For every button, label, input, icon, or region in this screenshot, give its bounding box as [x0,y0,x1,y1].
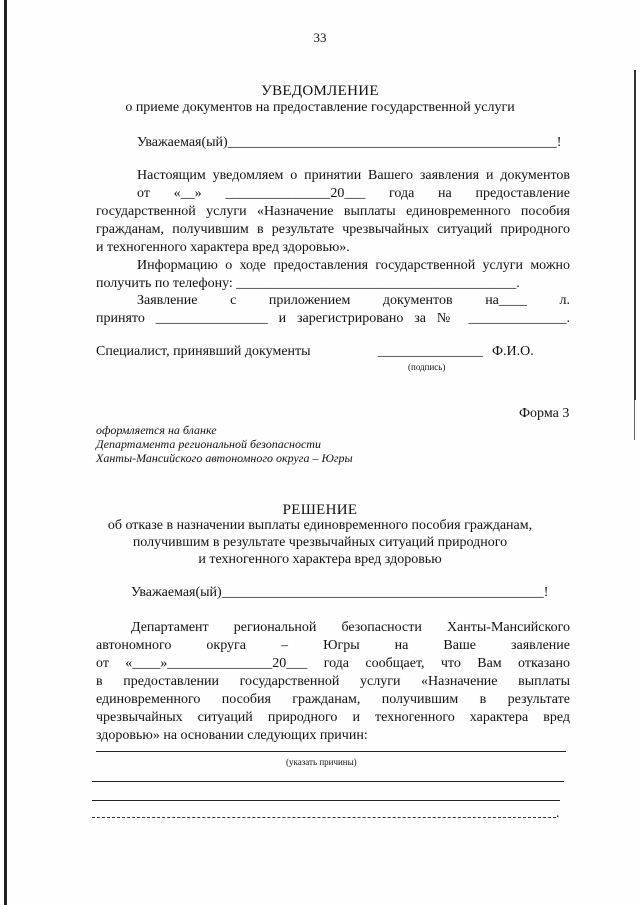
decision-title: РЕШЕНИЕ [282,502,358,518]
decision-para-line4: в предоставлении государственной услуги «Назначение выплаты [96,674,570,689]
decision-subtitle-line2: получившим в результате чрезвычайных ситуаций природного [132,535,508,550]
notice-subtitle: о приеме документов на предоставление государственной услуги [125,100,515,115]
decision-para-line3: от «____»_______________20___ года сообщает, что Вам отказано [96,656,570,671]
notice-para1-line1: Настоящим уведомляем о принятии Вашего заявления и документов [137,168,570,183]
decision-para-line1: Департамент региональной безопасности Ханты-Мансийского [131,620,570,635]
decision-para-line5: единовременного пособия гражданам, получившим в результате [96,692,570,707]
page-number: 33 [313,30,327,45]
form-label: Форма 3 [519,406,570,421]
notice-title: УВЕДОМЛЕНИЕ [261,83,379,99]
decision-para-line7: здоровью» на основании следующих причин: [96,728,368,743]
decision-salutation: Уважаемая(ый)______________________________________________! [131,585,549,600]
notice-para2-line1: Информацию о ходе предоставления государственной услуги можно [137,258,570,273]
reason-line-1 [96,751,566,752]
scan-edge-right-lower [634,400,635,440]
reason-line-4 [92,817,556,818]
decision-para-line2: автономного округа – Югры на Ваше заявление [96,638,570,653]
specialist-label: Специалист, принявший документы [96,344,311,359]
blank-note-line3: Ханты-Мансийского автономного округа – Югры [96,451,353,465]
scan-edge-right [634,70,636,400]
notice-para1-line2: от «__» _______________20___ года на предоставление [137,186,570,201]
notice-para1-line4: гражданам, получившим в результате чрезвычайных ситуаций природного [96,222,570,237]
reason-end-mark: . [556,806,560,821]
reason-line-3 [92,800,560,801]
blank-note-line1: оформляется на бланке [96,423,217,437]
notice-para3-line2: принято ________________ и зарегистрировано за № ______________. [96,311,570,326]
blank-note-line2: Департамента региональной безопасности [96,437,321,451]
decision-subtitle-line3: и техногенного характера вред здоровью [198,552,442,567]
decision-para-line6: чрезвычайных ситуаций природного и техногенного характера вред [96,710,570,725]
fio-label: Ф.И.О. [492,344,534,359]
scan-edge-left [4,0,7,905]
notice-para1-line5: и техногенного характера вред здоровью». [96,240,350,255]
decision-subtitle-line1: об отказе в назначении выплаты единовременного пособия гражданам, [107,518,533,533]
notice-para1-line3: государственной услуги «Назначение выплаты единовременного пособия [96,204,570,219]
signature-line: _______________ [378,344,483,359]
notice-para3-line1: Заявление с приложением документов на____ л. [137,293,570,308]
notice-salutation: Уважаемая(ый)_______________________________________________! [137,135,562,150]
notice-para2-line2: получить по телефону: ________________________________________. [96,276,520,291]
reason-caption: (указать причины) [286,757,357,767]
signature-caption: (подпись) [408,362,446,372]
reason-line-2 [92,781,564,782]
